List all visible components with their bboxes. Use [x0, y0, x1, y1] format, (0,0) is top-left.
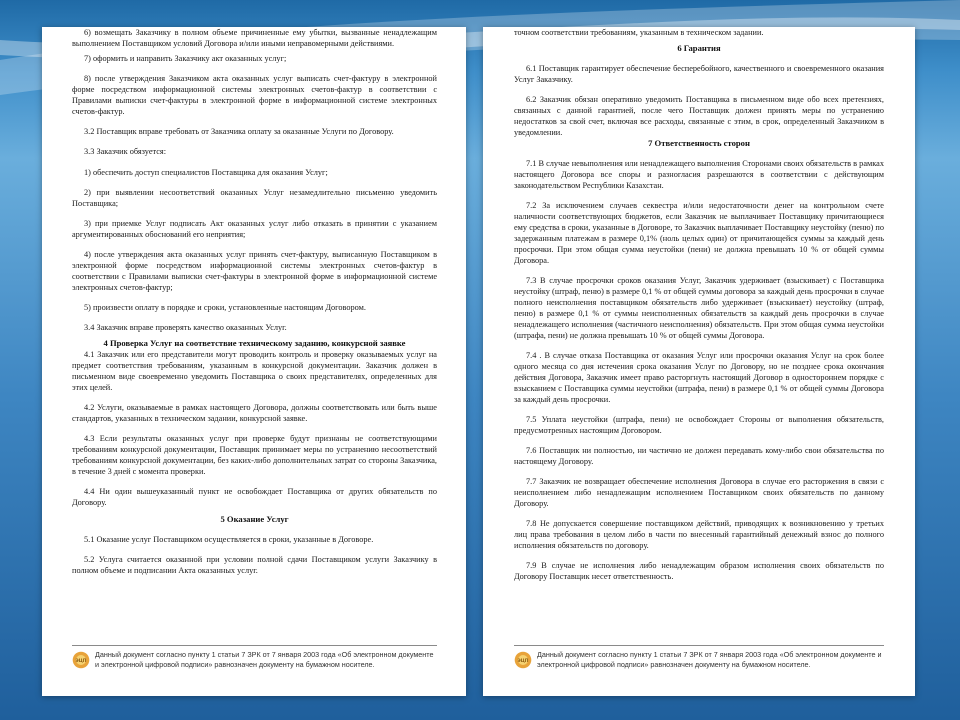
paragraph-left-17: 5.1 Оказание услуг Поставщиком осуществляется в сроки, указанные в Договоре.	[84, 535, 374, 544]
paragraph-left-9: 5) произвести оплату в порядке и сроки, установленные настоящим Договором.	[84, 303, 366, 312]
legal-footnote: Данный документ согласно пункту 1 статьи 7 ЗРК от 7 января 2003 года «Об электронном документе и электронной цифровой подписи» равнозначен документу на бумажном носителе.	[537, 650, 882, 669]
svg-text:ЭЦП: ЭЦП	[517, 658, 529, 664]
paragraph-left-18: 5.2 Услуга считается оказанной при условии полной сдачи Поставщиком услуги Заказчику в полном объеме и подписании Акта оказанных услуг.	[72, 555, 437, 575]
section-heading-right-4: 7 Ответственность сторон	[648, 138, 750, 148]
paragraph-right-12: 7.8 Не допускается совершение поставщиком действий, приводящих к возникновению у третьих лиц права требования в целом либо в части по внесенный гарантийный денежный взнос до полного исполнения обязательств по договору.	[514, 519, 884, 550]
page-right-content	[514, 27, 884, 642]
paragraph-right-5: 7.1 В случае невыполнения или ненадлежащего выполнения Сторонами своих обязательств в рамках настоящего Договора все споры и разногласия разрешаются в соответствии с действующим законодательством Республики Казахстан.	[514, 159, 884, 190]
paragraph-left-1: 7) оформить и направить Заказчику акт оказанных услуг;	[84, 54, 287, 63]
paragraph-left-0: 6) возмещать Заказчику в полном объеме причиненные ему убытки, вызванные ненадлежащим выполнением Поставщиком условий Договора и/или иными неправомерными действиями.	[72, 28, 437, 48]
section-heading-left-16: 5 Оказание Услуг	[220, 514, 289, 524]
paragraph-left-8: 4) после утверждения акта оказанных услуг принять счет-фактуру, выписанную Поставщиком в электронной форме посредством информационной системы электронных счетов-фактур в соответствии с Правилами выписки счет-фактуры в электронной форме в информационной системе электронных счетов-фактур;	[72, 250, 437, 292]
paragraph-left-5: 1) обеспечить доступ специалистов Поставщика для оказания Услуг;	[84, 168, 328, 177]
paragraph-left-6: 2) при выявлении несоответствий оказанных Услуг незамедлительно письменно уведомить Поставщика;	[72, 188, 437, 208]
paragraph-right-8: 7.4 . В случае отказа Поставщика от оказания Услуг или просрочки оказания Услуг на срок более одного месяца со дня истечения срока оказания Услуг по Договору, но не позднее срока окончания действия Договора, Заказчик имеет право расторгнуть настоящий Договор в одностороннем порядке с взысканием с Поставщика суммы неустойки (штрафа, пени) в размере 0,1 % от общей суммы Договора за каждый день просрочки.	[514, 351, 884, 404]
page-left-content	[72, 27, 437, 642]
document-page-right	[483, 27, 915, 696]
paragraph-right-11: 7.7 Заказчик не возвращает обеспечение исполнения Договора в случае его расторжения в связи с неисполнением либо ненадлежащим исполнением Поставщиком своих обязательств по данному Договору.	[514, 477, 884, 508]
paragraph-left-7: 3) при приемке Услуг подписать Акт оказанных услуг либо отказать в принятии с указанием аргументированных обоснований его неприятия;	[72, 219, 437, 239]
section-heading-right-1: 6 Гарантия	[677, 43, 721, 53]
svg-text:ЭЦП: ЭЦП	[75, 658, 87, 664]
paragraph-left-3: 3.2 Поставщик вправе требовать от Заказчика оплату за оказанные Услуги по Договору.	[84, 127, 394, 136]
paragraph-right-6: 7.2 За исключением случаев секвестра и/или недостаточности денег на контрольном счете наличности соответствующих бюджетов, если Заказчик не выплачивает Поставщику причитающиеся ему средства в сроки, указанные в Договоре, то Заказчик выплачивает Поставщику неустойку (пеню) по задержанным платежам в размере 0,1% (ноль целых один) от причитающейся суммы за каждый день просрочки. При этом общая сумма неустойки (пени) не должна превышать 10 % от общей суммы Договора.	[514, 201, 884, 265]
document-page-left	[42, 27, 466, 696]
paragraph-left-12: 4.1 Заказчик или его представители могут проводить контроль и проверку оказываемых услуг на предмет соответствия требованиям, указанным в конкурсной документации. Заказчик должен в письменном виде своевременно уведомить Поставщика о своих представителях, определенных для этих целей.	[72, 350, 437, 392]
page-left-footer	[72, 645, 437, 690]
legal-footnote: Данный документ согласно пункту 1 статьи 7 ЗРК от 7 января 2003 года «Об электронном документе и электронной цифровой подписи» равнозначен документу на бумажном носителе.	[95, 650, 434, 669]
paragraph-right-13: 7.9 В случае не исполнения либо ненадлежащим образом исполнения своих обязательств по Договору Поставщик несет ответственность.	[514, 561, 884, 581]
paragraph-right-9: 7.5 Уплата неустойки (штрафа, пени) не освобождает Стороны от выполнения обязательств, предусмотренных настоящим Договором.	[514, 415, 884, 435]
paragraph-right-10: 7.6 Поставщик ни полностью, ни частично не должен передавать кому-либо свои обязательства по настоящему Договору.	[514, 446, 884, 466]
paragraph-left-4: 3.3 Заказчик обязуется:	[84, 147, 167, 156]
signature-seal-icon	[72, 651, 90, 669]
paragraph-left-10: 3.4 Заказчик вправе проверять качество оказанных Услуг.	[84, 323, 287, 332]
signature-seal-icon	[514, 651, 532, 669]
paragraph-right-7: 7.3 В случае просрочки сроков оказания Услуг, Заказчик удерживает (взыскивает) с Поставщика неустойку (штраф, пеню) в размере 0,1 % от общей суммы договора за каждый день просрочки в случае полного неисполнения поставщиком обязательств либо удерживает (взыскивает) неустойку (штраф, пеню) в размере 0,1 % от суммы неисполненных обязательств за каждый день просрочки в случае ненадлежащего исполнения (частичного неисполнения) обязательств. При этом общая сумма неустойки (штрафа, пени) не должна превышать 10 % от общей суммы Договора.	[514, 276, 884, 340]
paragraph-right-2: 6.1 Поставщик гарантирует обеспечение бесперебойного, качественного и своевременного оказания Услуг Заказчику.	[514, 64, 884, 84]
paragraph-left-15: 4.4 Ни один вышеуказанный пункт не освобождает Поставщика от других обязательств по Договору.	[72, 487, 437, 507]
paragraph-right-0: точном соответствии требованиям, указанным в техническом задании.	[514, 28, 764, 37]
page-right-footer	[514, 645, 884, 690]
paragraph-left-14: 4.3 Если результаты оказанных услуг при проверке будут признаны не соответствующими требованиям конкурсной документации, Поставщик принимает меры по устранению несоответствий требованиям конкурсной документации, без каких-либо дополнительных затрат со стороны Заказчика, в течение 3 дней с момента проверки.	[72, 434, 437, 476]
paragraph-left-13: 4.2 Услуги, оказываемые в рамках настоящего Договора, должны соответствовать или быть выше стандартов, указанных в техническом задании, конкурсной заявке.	[72, 403, 437, 423]
paragraph-right-3: 6.2 Заказчик обязан оперативно уведомить Поставщика в письменном виде обо всех претензиях, связанных с данной гарантией, после чего Поставщик должен принять меры по устранению недостатков за свой счет, включая все расходы, связанные с этим, в срок, определенный Заказчиком в уведомлении.	[514, 95, 884, 137]
paragraph-left-2: 8) после утверждения Заказчиком акта оказанных услуг выписать счет-фактуру в электронной форме посредством информационной системы электронных счетов-фактур в соответствии с Правилами выписки счет-фактуры в электронной форме в информационной системе электронных счетов-фактур.	[72, 74, 437, 116]
section-heading-left-11: 4 Проверка Услуг на соответствие техническому заданию, конкурсной заявке	[103, 338, 406, 348]
